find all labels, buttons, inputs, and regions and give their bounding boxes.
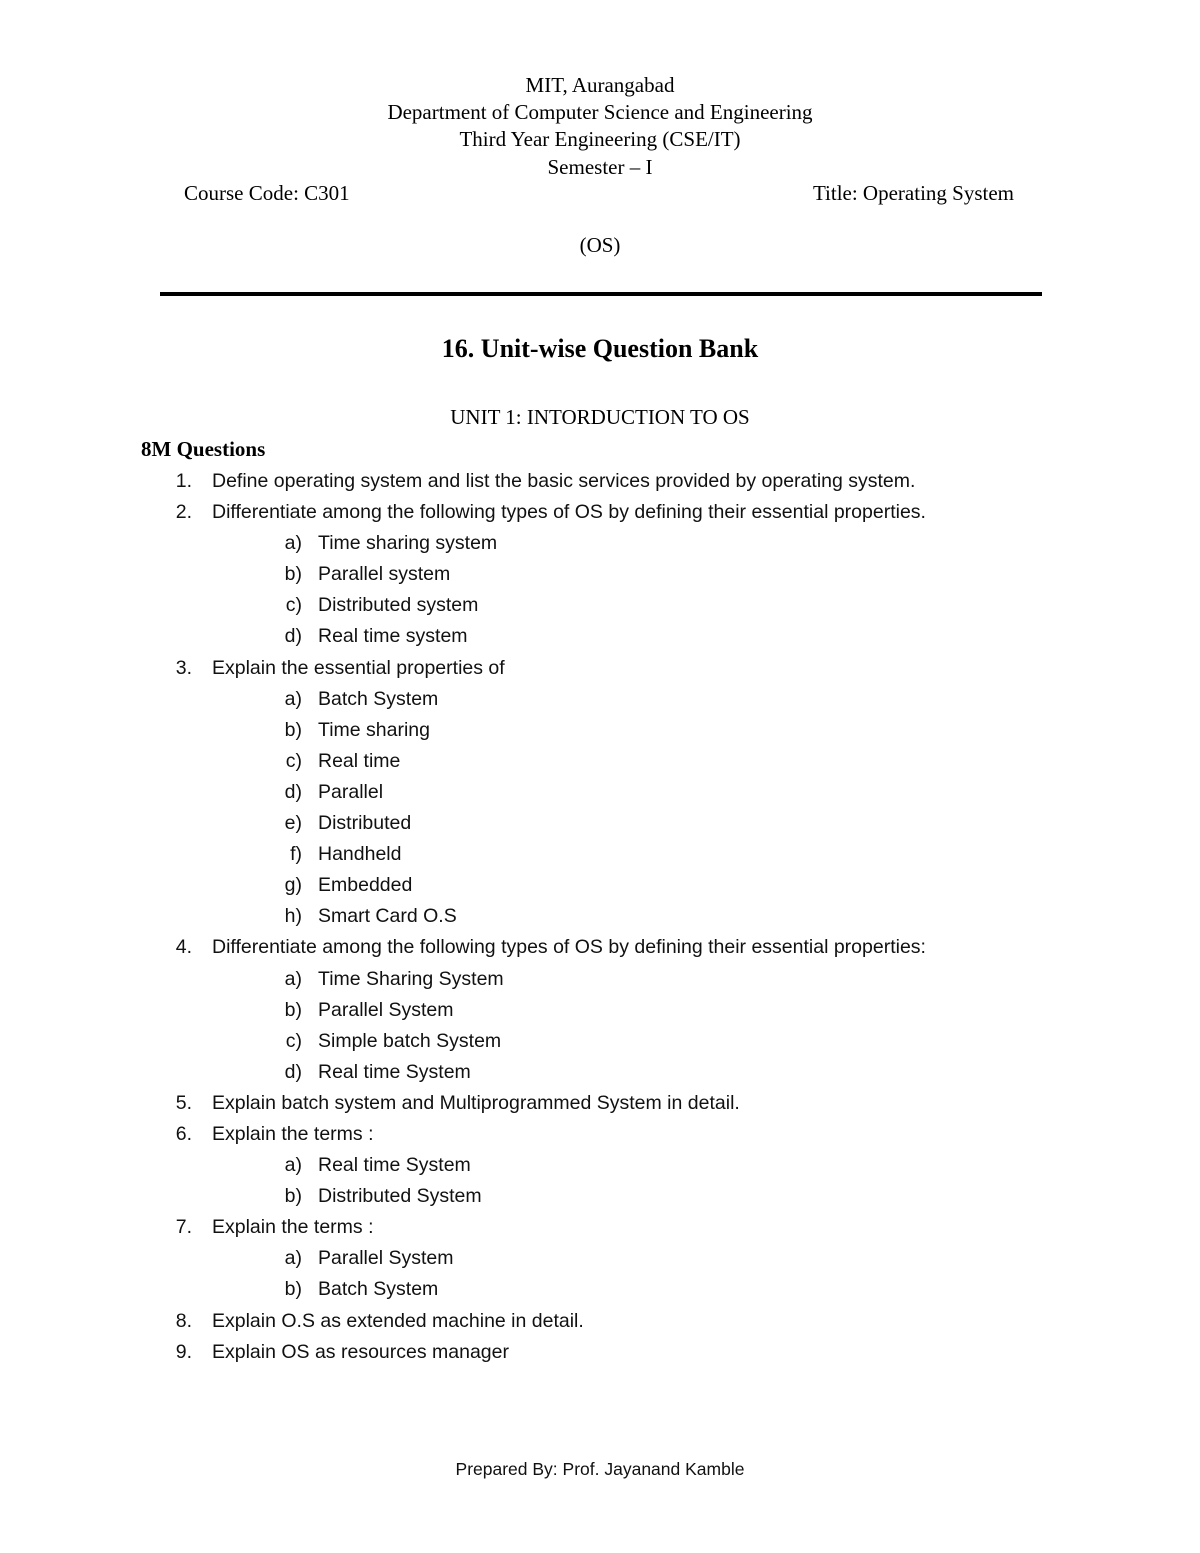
question-number: 8. <box>175 1309 192 1332</box>
sub-question-label: d) <box>284 780 302 803</box>
question-text: Differentiate among the following types of OS by defining their essential properties: <box>212 936 926 959</box>
question-number: 9. <box>175 1340 192 1363</box>
question-text: Explain batch system and Multiprogrammed System in detail. <box>212 1091 740 1114</box>
semester-line: Semester – I <box>547 155 653 179</box>
sub-question-item <box>0 1274 1200 1305</box>
sub-question-item <box>0 901 1200 932</box>
question-item <box>0 1212 1200 1243</box>
sub-question-text: Handheld <box>318 843 402 866</box>
question-text: Differentiate among the following types of OS by defining their essential properties. <box>212 501 926 524</box>
sub-question-text: Distributed System <box>318 1185 482 1208</box>
sub-question-text: Batch System <box>318 1278 439 1301</box>
sub-question-label: d) <box>284 625 302 648</box>
sub-question-item <box>0 995 1200 1026</box>
question-text: Explain O.S as extended machine in detail. <box>212 1309 584 1332</box>
page-title: 16. Unit-wise Question Bank <box>441 334 759 363</box>
sub-question-item <box>0 715 1200 746</box>
sub-question-text: Distributed system <box>318 594 479 617</box>
sub-question-text: Parallel System <box>318 998 454 1021</box>
sub-question-item <box>0 1026 1200 1057</box>
question-item <box>0 466 1200 497</box>
sub-question-item <box>0 621 1200 652</box>
sub-question-text: Parallel System <box>318 1247 454 1270</box>
course-code: Course Code: C301 <box>184 181 350 205</box>
sub-question-item <box>0 528 1200 559</box>
sub-question-text: Smart Card O.S <box>318 905 457 928</box>
question-item <box>0 497 1200 528</box>
question-number: 5. <box>175 1091 192 1114</box>
sub-question-label: c) <box>285 749 302 772</box>
question-item <box>0 653 1200 684</box>
sub-question-item <box>0 839 1200 870</box>
sub-question-label: e) <box>284 812 302 835</box>
question-number: 3. <box>175 656 192 679</box>
sub-question-label: a) <box>284 1154 302 1177</box>
question-text: Explain the terms : <box>212 1216 374 1239</box>
sub-question-label: a) <box>284 967 302 990</box>
sub-question-text: Real time System <box>318 1154 471 1177</box>
sub-question-item <box>0 808 1200 839</box>
question-number: 2. <box>175 501 192 524</box>
sub-question-text: Real time System <box>318 1060 471 1083</box>
course-info-row <box>184 180 1014 206</box>
sub-question-item <box>0 1243 1200 1274</box>
sub-question-label: b) <box>284 563 302 586</box>
question-text: Define operating system and list the basic services provided by operating system. <box>212 470 916 492</box>
question-item <box>0 932 1200 963</box>
sub-question-text: Time sharing <box>318 718 430 741</box>
sub-question-text: Time Sharing System <box>318 967 504 990</box>
course-abbreviation: (OS) <box>579 233 621 257</box>
sub-question-text: Simple batch System <box>318 1029 502 1052</box>
sub-question-label: f) <box>290 843 302 866</box>
prepared-by-footer: Prepared By: Prof. Jayanand Kamble <box>455 1459 745 1479</box>
question-item <box>0 1088 1200 1119</box>
question-item <box>0 1306 1200 1337</box>
question-list <box>0 466 1200 1368</box>
sub-question-label: b) <box>284 718 302 741</box>
sub-question-item <box>0 559 1200 590</box>
sub-question-label: b) <box>284 998 302 1021</box>
sub-question-text: Real time system <box>318 625 468 648</box>
sub-question-label: b) <box>284 1185 302 1208</box>
sub-question-item <box>0 870 1200 901</box>
sub-question-item <box>0 1181 1200 1212</box>
sub-question-label: b) <box>284 1278 302 1301</box>
sub-question-text: Parallel system <box>318 563 451 586</box>
sub-question-item <box>0 777 1200 808</box>
sub-question-text: Parallel <box>318 780 384 803</box>
sub-question-item <box>0 1150 1200 1181</box>
sub-question-label: c) <box>285 594 302 617</box>
sub-question-text: Time sharing system <box>318 532 498 555</box>
sub-question-label: a) <box>284 687 302 710</box>
header-divider <box>160 292 1042 296</box>
question-number: 6. <box>175 1122 192 1145</box>
sub-question-text: Real time <box>318 749 401 772</box>
section-heading: 8M Questions <box>141 437 266 461</box>
institute-name: MIT, Aurangabad <box>525 73 675 97</box>
unit-heading: UNIT 1: INTORDUCTION TO OS <box>450 405 750 429</box>
question-text: Explain the essential properties of <box>212 656 505 679</box>
department-name: Department of Computer Science and Engineering <box>387 100 813 124</box>
sub-question-label: a) <box>284 1247 302 1270</box>
sub-question-item <box>0 964 1200 995</box>
sub-question-item <box>0 1057 1200 1088</box>
question-item <box>0 1337 1200 1368</box>
sub-question-label: a) <box>284 532 302 555</box>
sub-question-item <box>0 590 1200 621</box>
question-number: 4. <box>175 936 192 959</box>
question-item <box>0 1119 1200 1150</box>
sub-question-label: g) <box>284 874 302 897</box>
question-number: 7. <box>175 1216 192 1239</box>
sub-question-label: h) <box>284 905 302 928</box>
sub-question-text: Distributed <box>318 812 412 835</box>
sub-question-item <box>0 746 1200 777</box>
sub-question-text: Embedded <box>318 874 413 897</box>
question-number: 1. <box>175 470 192 492</box>
question-text: Explain OS as resources manager <box>212 1340 509 1363</box>
year-line: Third Year Engineering (CSE/IT) <box>459 127 741 151</box>
sub-question-label: d) <box>284 1060 302 1083</box>
sub-question-item <box>0 684 1200 715</box>
course-title: Title: Operating System <box>812 181 1014 205</box>
question-text: Explain the terms : <box>212 1122 374 1145</box>
sub-question-text: Batch System <box>318 687 439 710</box>
sub-question-label: c) <box>285 1029 302 1052</box>
